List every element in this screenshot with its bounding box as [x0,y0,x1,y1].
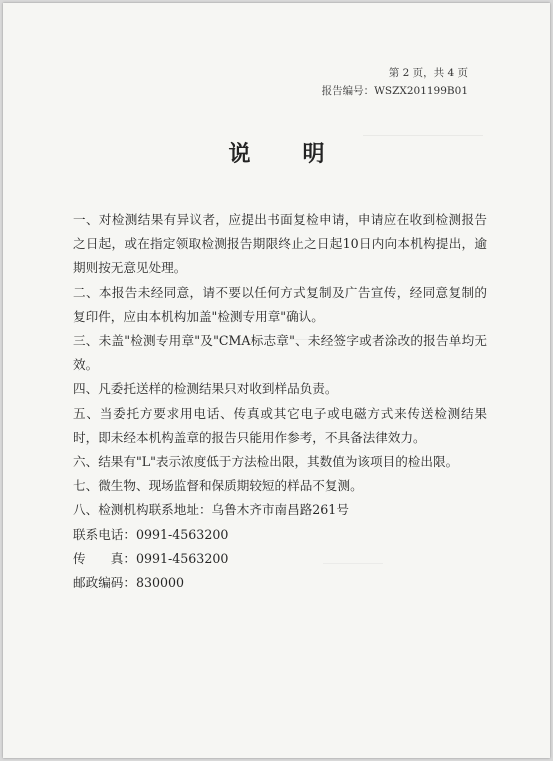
contact-phone: 联系电话：0991-4563200 [73,526,229,542]
title-char: 明 [302,141,325,167]
note-item-6: 六、结果有"L"表示浓度低于方法检出限，其数值为该项目的检出限。 [73,454,459,470]
note-item-2: 二、本报告未经同意，请不要以任何方式复制及广告宣传，经同意复制的复印件，应由本机构加盖"检测专用章"确认。 [73,284,487,324]
title-char: 说 [228,141,251,167]
note-item-5: 五、当委托方要求用电话、传真或其它电子或电磁方式来传送检测结果时，即未经本机构盖章的报告只能用作参考，不具备法律效力。 [73,405,487,445]
contact-postcode: 邮政编码：830000 [73,575,185,591]
page-number: 第 2 页，共 4 页 [388,67,468,79]
bleed-through-mark [363,121,483,136]
report-number: 报告编号：WSZX201199B01 [321,85,468,97]
document-body [73,208,487,595]
note-item-3: 三、未盖"检测专用章"及"CMA标志章"、未经签字或者涂改的报告单均无效。 [73,333,487,373]
note-item-8: 八、检测机构联系地址：乌鲁木齐市南昌路261号 [73,502,349,518]
document-page [3,3,550,758]
note-item-1: 一、对检测结果有异议者，应提出书面复检申请，申请应在收到检测报告之日起，或在指定领取检测报告期限终止之日起10日内向本机构提出，逾期则按无意见处理。 [73,212,487,276]
note-item-4: 四、凡委托送样的检测结果只对收到样品负责。 [73,381,338,397]
page-title [3,137,550,168]
contact-fax: 传 真：0991-4563200 [73,550,229,566]
note-item-7: 七、微生物、现场监督和保质期较短的样品不复测。 [73,478,363,494]
